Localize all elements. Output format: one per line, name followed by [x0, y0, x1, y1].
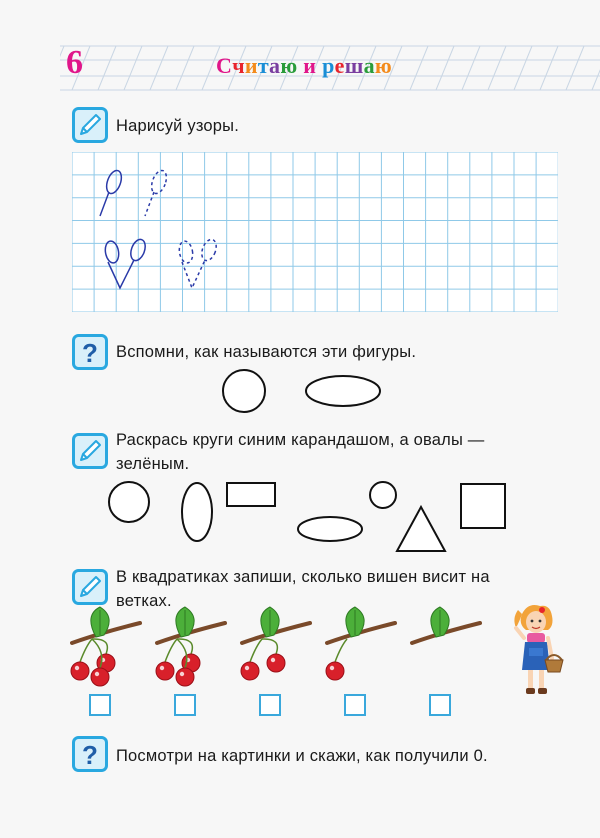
triangle-shape — [397, 507, 445, 551]
task-3-text — [116, 428, 485, 476]
oval-shape — [182, 483, 212, 541]
cherry — [241, 662, 259, 680]
cherry — [176, 668, 194, 686]
task-5-line-1: Посмотри на картинки и скажи, как получили 0. — [116, 747, 488, 765]
answer-box[interactable] — [259, 694, 281, 716]
svg-text:?: ? — [82, 740, 98, 770]
shapes-row-1 — [200, 365, 400, 420]
task-1-text — [116, 114, 239, 138]
page-title: Считаю и решаю — [216, 53, 392, 78]
cherry — [91, 668, 109, 686]
cherry-branch — [156, 607, 225, 686]
cherry — [71, 662, 89, 680]
answer-box[interactable] — [174, 694, 196, 716]
cherry-branches — [70, 605, 510, 695]
question-icon — [72, 736, 108, 772]
cherry — [156, 662, 174, 680]
answer-box[interactable] — [89, 694, 111, 716]
cherry-branch — [71, 607, 140, 686]
task-2-text — [116, 340, 416, 364]
task-1-line-1: Нарисуй узоры. — [116, 117, 240, 135]
oval-shape — [298, 517, 362, 541]
task-4-line-1: В квадратиках запиши, сколько вишен висит на — [116, 568, 490, 586]
cherry-branch — [326, 607, 395, 680]
pencil-icon — [72, 569, 108, 605]
task-4-line-2: ветках. — [116, 592, 172, 610]
pencil-icon — [72, 107, 108, 143]
rectangle-shape — [227, 483, 275, 506]
cherry-branch — [412, 607, 480, 643]
page-number: 6 — [66, 44, 83, 81]
answer-box[interactable] — [344, 694, 366, 716]
circle-shape — [370, 482, 396, 508]
cherry — [326, 662, 344, 680]
girl-with-basket-icon — [508, 600, 566, 705]
oval-shape — [306, 376, 380, 406]
cherry-branch — [241, 607, 310, 680]
task-5-text — [116, 744, 488, 768]
circle-shape — [109, 482, 149, 522]
answer-box[interactable] — [429, 694, 451, 716]
task-2-line-1: Вспомни, как называются эти фигуры. — [116, 343, 417, 361]
task-3-line-2: зелёным. — [116, 455, 190, 473]
pattern-drawings — [72, 152, 558, 312]
svg-text:?: ? — [82, 338, 98, 368]
circle-shape — [223, 370, 265, 412]
task-3-line-1: Раскрась круги синим карандашом, а овалы — — [116, 431, 485, 449]
cherry — [267, 654, 285, 672]
shapes-row-2 — [100, 474, 520, 564]
pencil-icon — [72, 433, 108, 469]
question-icon — [72, 334, 108, 370]
square-shape — [461, 484, 505, 528]
